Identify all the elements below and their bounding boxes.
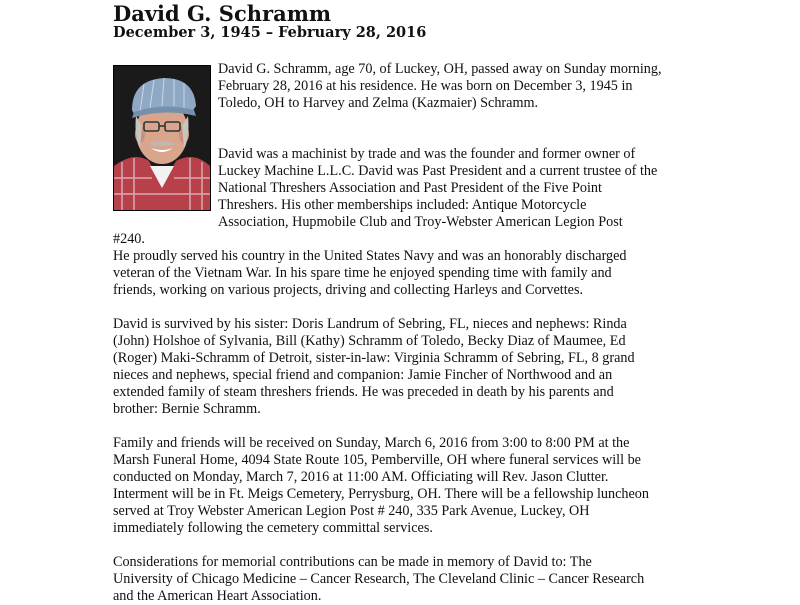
text-line: #240. [113,231,145,247]
paragraph-career [113,146,658,248]
text-line: Interment will be in Ft. Meigs Cemetery, Perrysburg, OH. There will be a fellowship luncheon [113,486,649,502]
text-line: immediately following the cemetery committal services. [113,520,433,536]
text-line: veteran of the Vietnam War. In his spare time he enjoyed spending time with family and [113,265,612,281]
text-line: (John) Holshoe of Sylvania, Bill (Kathy) Schramm of Toledo, Becky Diaz of Maumee, Ed [113,333,626,349]
text-line: Toledo, OH to Harvey and Zelma (Kazmaier) Schramm. [218,95,539,111]
paragraph-death-notice [218,61,662,112]
text-line: Luckey Machine L.L.C. David was Past President and a current trustee of the [218,163,658,179]
text-line: Considerations for memorial contributions can be made in memory of David to: The [113,554,592,570]
text-line: University of Chicago Medicine – Cancer Research, The Cleveland Clinic – Cancer Research [113,571,645,587]
text-line: David is survived by his sister: Doris Landrum of Sebring, FL, nieces and nephews: Rinda [113,316,627,332]
text-line: brother: Bernie Schramm. [113,401,261,417]
text-line: friends, working on various projects, driving and collecting Harleys and Corvettes. [113,282,584,298]
paragraph-services [113,435,649,537]
text-line: Marsh Funeral Home, 4094 State Route 105, Pemberville, OH where funeral services will be [113,452,641,468]
text-line: served at Troy Webster American Legion Post # 240, 335 Park Avenue, Luckey, OH [113,503,590,519]
text-line: February 28, 2016 at his residence. He was born on December 3, 1945 in [218,78,633,94]
text-line: David G. Schramm, age 70, of Luckey, OH, passed away on Sunday morning, [218,61,662,77]
text-line: He proudly served his country in the United States Navy and was an honorably discharged [113,248,627,264]
text-line: conducted on Monday, March 7, 2016 at 11:00 AM. Officiating will Rev. Jason Clutter. [113,469,609,485]
text-line: David was a machinist by trade and was the founder and former owner of [218,146,636,162]
portrait-photo [113,65,211,211]
text-line: and the American Heart Association. [113,588,322,604]
text-line: National Threshers Association and Past President of the Five Point [218,180,602,196]
text-line: extended family of steam threshers friends. He was preceded in death by his parents and [113,384,614,400]
text-line: Threshers. His other memberships included: Antique Motorcycle [218,197,587,213]
paragraph-memorials [113,554,644,605]
paragraph-military-service [113,248,627,299]
text-line: (Roger) Maki-Schramm of Detroit, sister-in-law: Virginia Schramm of Sebring, FL, 8 grand [113,350,635,366]
obituary-dates: December 3, 1945 – February 28, 2016 [113,24,427,41]
portrait-image [114,66,210,210]
obituary-name: David G. Schramm [113,1,332,26]
text-line: Family and friends will be received on Sunday, March 6, 2016 from 3:00 to 8:00 PM at the [113,435,630,451]
text-line: Association, Hupmobile Club and Troy-Webster American Legion Post [218,214,623,230]
paragraph-survivors [113,316,635,418]
text-line: nieces and nephews, special friend and companion: Jamie Fincher of Northwood and an [113,367,613,383]
